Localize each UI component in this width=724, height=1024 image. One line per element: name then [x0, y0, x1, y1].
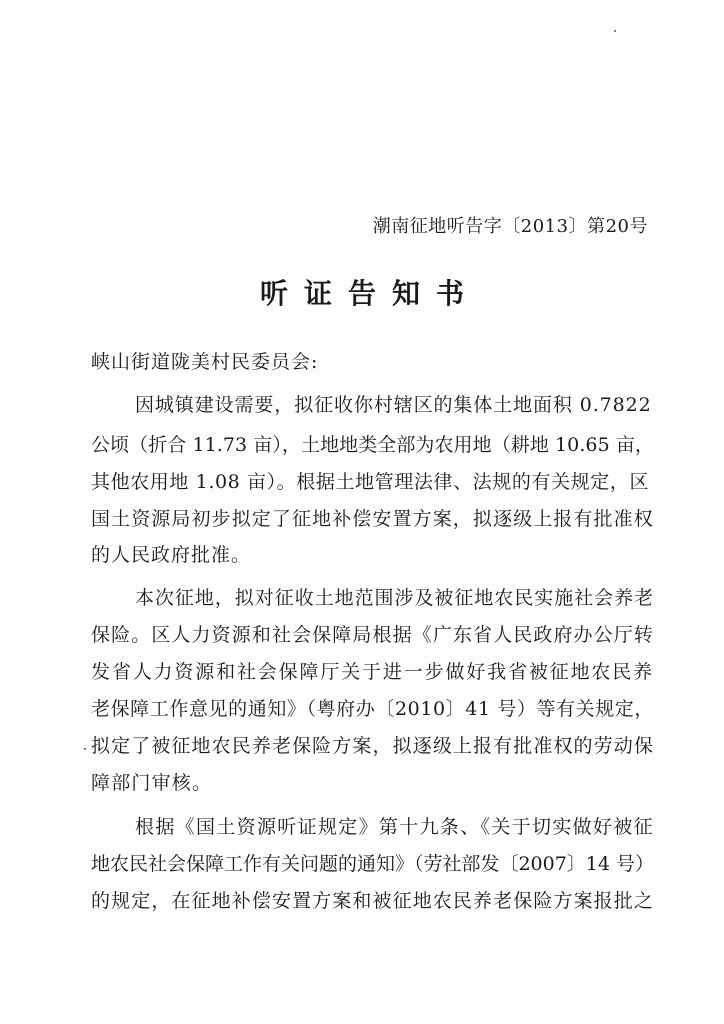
- scan-speck: [614, 30, 616, 32]
- paragraph-line: 老保障工作意见的通知》（粤府办〔2010〕41 号）等有关规定，: [91, 698, 654, 720]
- paragraph-line: 其他农用地 1.08 亩）。根据土地管理法律、法规的有关规定，区: [91, 471, 650, 493]
- addressee: 峡山街道陇美村民委员会:: [91, 351, 319, 373]
- paragraph-line: 发省人力资源和社会保障厅关于进一步做好我省被征地农民养: [91, 661, 654, 683]
- paragraph-line: 地农民社会保障工作有关问题的通知》（劳社部发〔2007〕14 号）: [91, 853, 654, 875]
- paragraph-line: 本次征地，拟对征收土地范围涉及被征地农民实施社会养老: [135, 587, 654, 609]
- paragraph-line: 根据《国土资源听证规定》第十九条、《关于切实做好被征: [135, 816, 654, 838]
- paragraph-line: 障部门审核。: [91, 772, 213, 794]
- document-title: 听证告知书: [259, 277, 480, 310]
- document-number: 潮南征地听告字〔2013〕第20号: [372, 216, 648, 237]
- paragraph-line: 拟定了被征地农民养老保险方案，拟逐级上报有批准权的劳动保: [91, 735, 654, 757]
- paragraph-line: 的人民政府批准。: [91, 544, 252, 566]
- paragraph-line: 国土资源局初步拟定了征地补偿安置方案，拟逐级上报有批准权: [91, 508, 654, 530]
- paragraph-line: 保险。区人力资源和社会保障局根据《广东省人民政府办公厅转: [91, 624, 654, 646]
- paragraph-line: 的规定，在征地补偿安置方案和被征地农民养老保险方案报批之: [91, 890, 654, 912]
- scan-speck: [84, 748, 86, 750]
- paragraph-line: 因城镇建设需要，拟征收你村辖区的集体土地面积 0.7822: [135, 394, 652, 416]
- paragraph-line: 公顷（折合 11.73 亩），土地地类全部为农用地（耕地 10.65 亩，: [91, 434, 654, 456]
